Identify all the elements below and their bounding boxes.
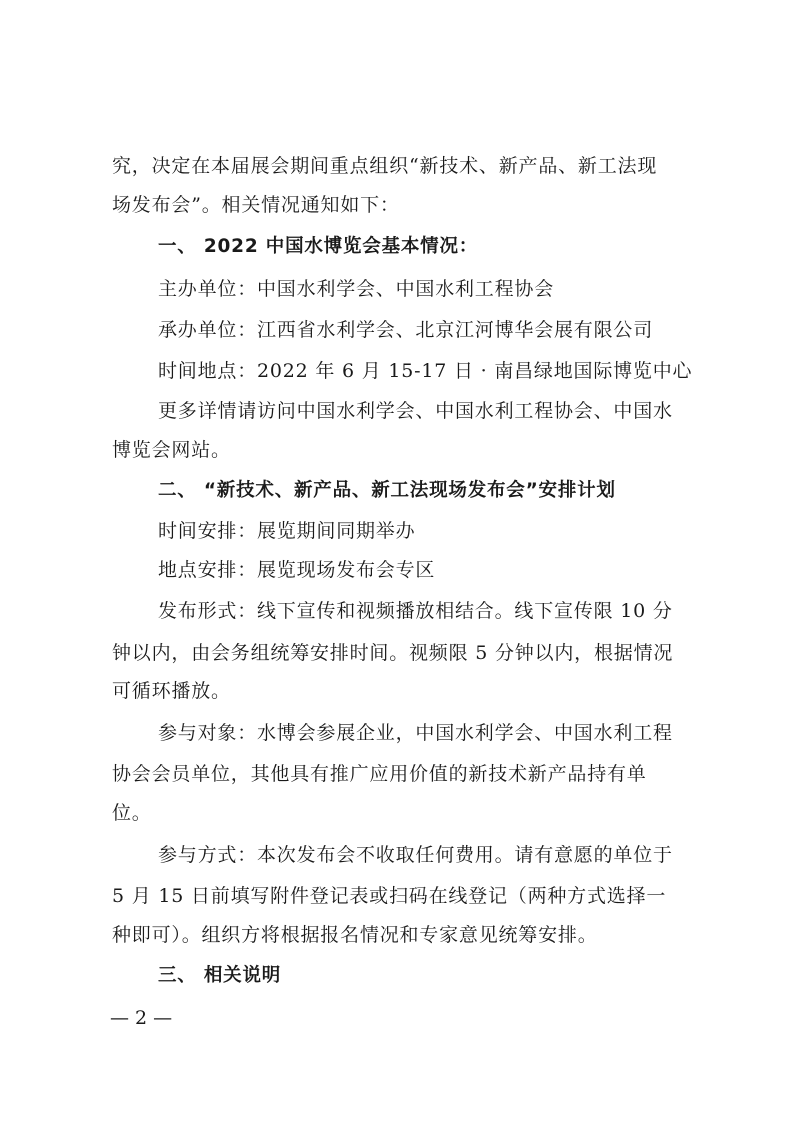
body-text-line: 可循环播放。 xyxy=(112,680,231,702)
body-text-line: 时间地点：2022 年 6 月 15-17 日 · 南昌绿地国际博览中心 xyxy=(158,360,693,382)
section-heading-2: 二、 “新技术、新产品、新工法现场发布会”安排计划 xyxy=(158,480,616,501)
body-text-line: 参与对象：水博会参展企业，中国水利学会、中国水利工程 xyxy=(158,722,673,744)
body-text-line: 时间安排：展览期间同期举办 xyxy=(158,520,416,542)
body-text-line: 究，决定在本届展会期间重点组织“新技术、新产品、新工法现 xyxy=(112,155,658,177)
section-heading-1: 一、 2022 中国水博览会基本情况： xyxy=(158,236,479,257)
body-text-line: 钟以内，由会务组统筹安排时间。视频限 5 分钟以内，根据情况 xyxy=(112,642,674,664)
body-text-line: 博览会网站。 xyxy=(112,439,231,461)
body-text-line: 位。 xyxy=(112,802,152,824)
body-text-line: 种即可）。组织方将根据报名情况和专家意见统筹安排。 xyxy=(112,924,598,946)
section-heading-3: 三、 相关说明 xyxy=(158,965,282,986)
body-text-line: 承办单位：江西省水利学会、北京江河博华会展有限公司 xyxy=(158,319,654,341)
body-text-line: 协会会员单位，其他具有推广应用价值的新技术新产品持有单 xyxy=(112,763,647,785)
body-text-line: 更多详情请访问中国水利学会、中国水利工程协会、中国水 xyxy=(158,400,673,422)
body-text-line: 地点安排：展览现场发布会专区 xyxy=(158,559,436,581)
body-text-line: 5 月 15 日前填写附件登记表或扫码在线登记（两种方式选择一 xyxy=(112,885,667,907)
body-text-line: 发布形式：线下宣传和视频播放相结合。线下宣传限 10 分 xyxy=(158,600,673,622)
body-text-line: 场发布会”。相关情况通知如下： xyxy=(112,194,400,216)
body-text-line: 主办单位：中国水利学会、中国水利工程协会 xyxy=(158,278,555,300)
body-text-line: 参与方式：本次发布会不收取任何费用。请有意愿的单位于 xyxy=(158,844,673,866)
page-number: — 2 — xyxy=(110,1007,173,1029)
